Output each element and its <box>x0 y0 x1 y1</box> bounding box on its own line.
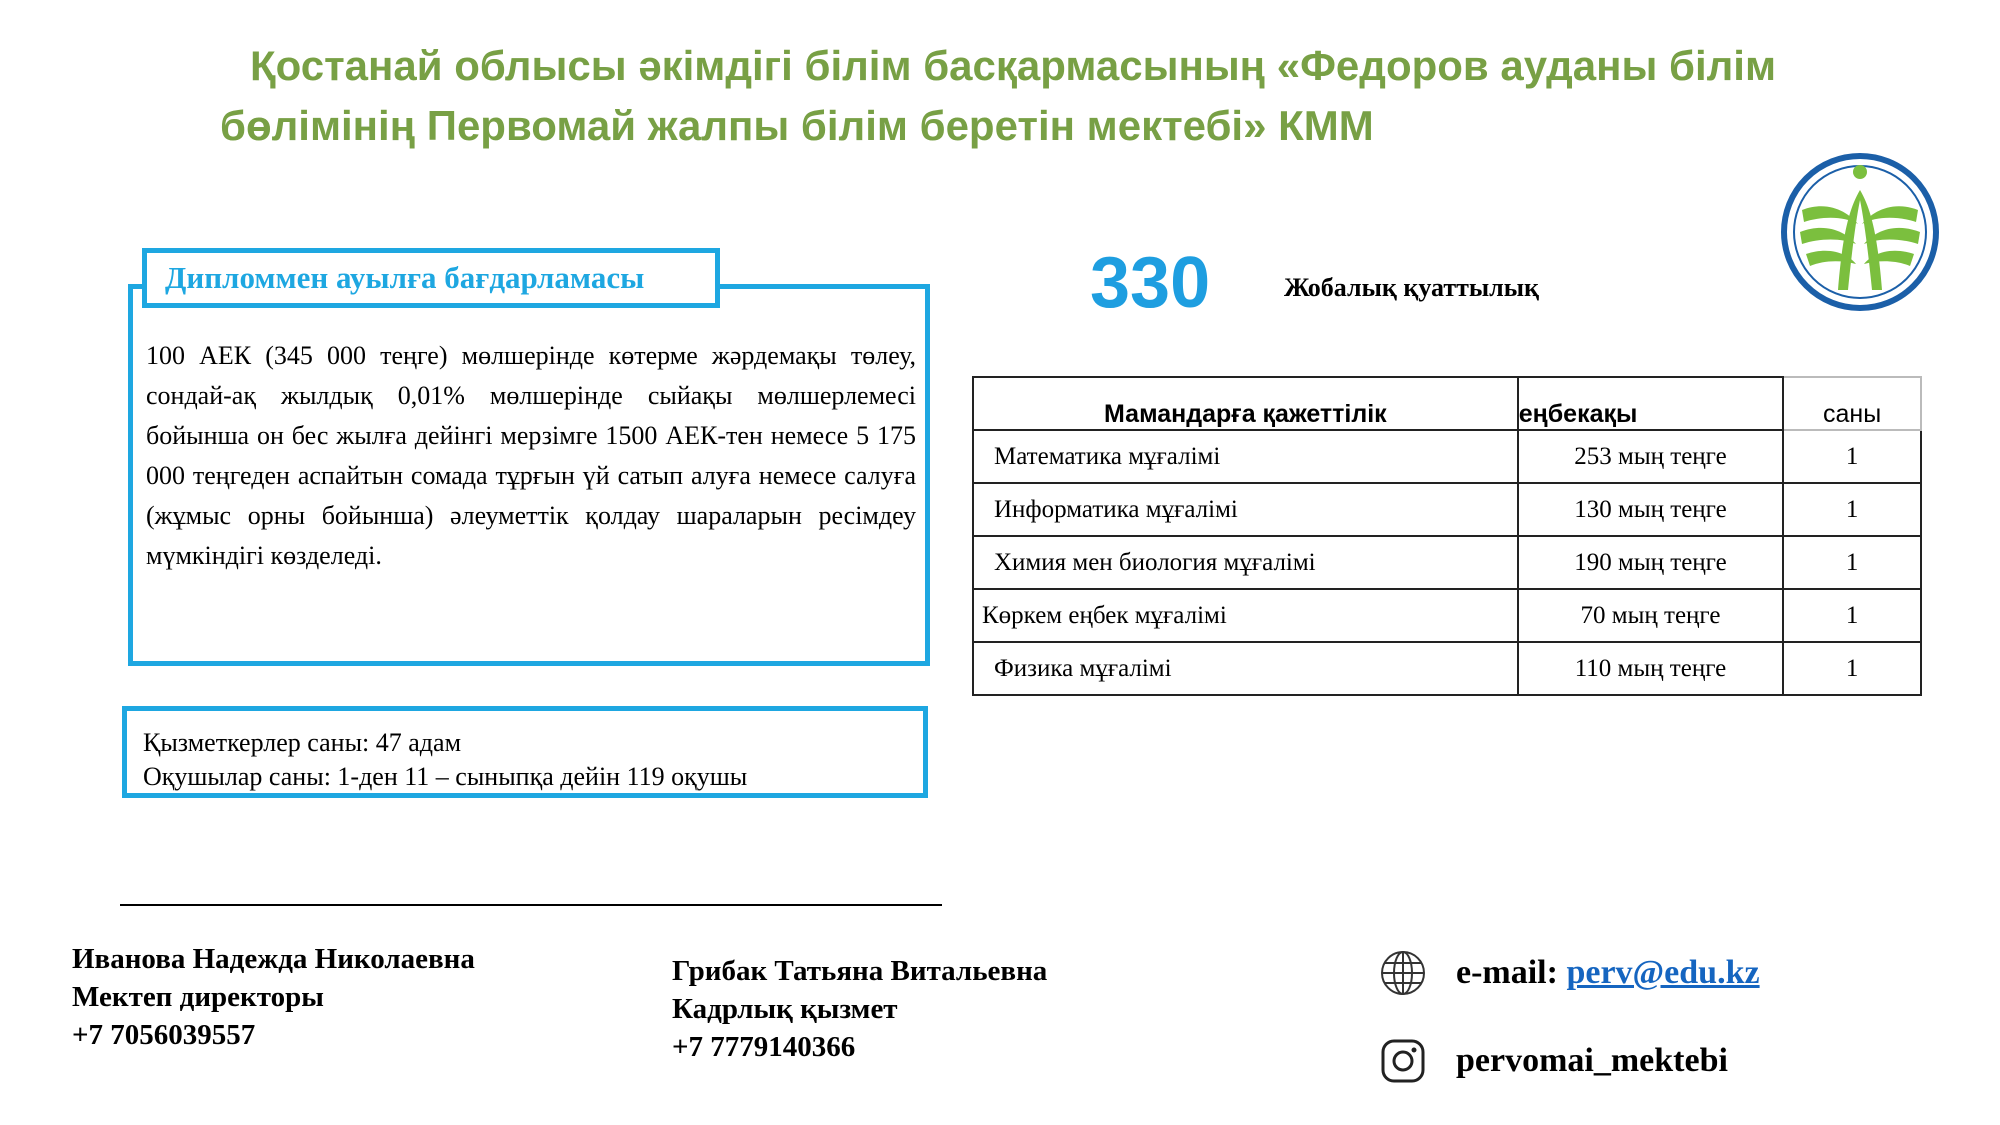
table-row <box>973 483 1921 536</box>
position-cell: Көркем еңбек мұғалімі <box>973 589 1518 642</box>
count-cell: 1 <box>1783 589 1921 642</box>
email-link[interactable]: perv@edu.kz <box>1566 954 1760 991</box>
table-row <box>973 536 1921 589</box>
instagram-icon <box>1378 1036 1428 1086</box>
count-cell: 1 <box>1783 642 1921 695</box>
instagram-handle[interactable]: pervomai_mektebi <box>1456 1042 1728 1079</box>
globe-icon <box>1378 948 1428 998</box>
salary-cell: 253 мың теңге <box>1518 430 1784 483</box>
header-count: саны <box>1783 377 1921 430</box>
page-title-line2: бөлімінің Первомай жалпы білім беретін мектебі» КММ <box>220 102 1374 149</box>
table-row <box>973 589 1921 642</box>
hr-phone: +7 7779140366 <box>672 1031 856 1063</box>
program-description: 100 АЕК (345 000 теңге) мөлшерінде көтерме жәрдемақы төлеу, сондай-ақ жылдық 0,01% мөлшерінде сыйақы мөлшерлемесі бойынша он бес жылға дейінгі мерзімге 1500 АЕК-тен немесе 5 175 000 теңгеден аспайтын сомада тұрғын үй сатып алуға немесе салуға (жұмыс орны бойынша) әлеуметтік қолдау шараларын ресімдеу мүмкіндігі көзделеді. <box>146 341 916 570</box>
hr-contact <box>672 952 1047 1066</box>
email-label: e-mail: <box>1456 954 1558 991</box>
school-logo-icon <box>1778 150 1942 314</box>
director-name: Иванова Надежда Николаевна <box>72 943 475 975</box>
needs-table <box>972 376 1922 696</box>
salary-cell: 190 мың теңге <box>1518 536 1784 589</box>
hr-role: Кадрлық қызмет <box>672 993 898 1025</box>
position-cell: Информатика мұғалімі <box>973 483 1518 536</box>
salary-cell: 110 мың теңге <box>1518 642 1784 695</box>
salary-cell: 130 мың теңге <box>1518 483 1784 536</box>
capacity-value: 330 <box>1090 243 1211 323</box>
page-title <box>220 36 1920 156</box>
instagram-row <box>1378 1036 1728 1086</box>
email-row <box>1378 948 1760 998</box>
table-row <box>973 430 1921 483</box>
stats-box <box>122 706 928 798</box>
position-cell: Физика мұғалімі <box>973 642 1518 695</box>
director-phone: +7 7056039557 <box>72 1019 256 1051</box>
capacity-label: Жобалық қуаттылық <box>1284 273 1540 302</box>
header-position: Мамандарға қажеттілік <box>973 377 1518 430</box>
position-cell: Математика мұғалімі <box>973 430 1518 483</box>
director-role: Мектеп директоры <box>72 981 324 1013</box>
table-row <box>973 642 1921 695</box>
salary-cell: 70 мың теңге <box>1518 589 1784 642</box>
position-cell: Химия мен биология мұғалімі <box>973 536 1518 589</box>
divider-line <box>120 904 942 906</box>
page-title-line1: Қостанай облысы әкімдігі білім басқармасының «Федоров ауданы білім <box>250 42 1777 89</box>
director-contact <box>72 940 475 1054</box>
count-cell: 1 <box>1783 536 1921 589</box>
table-header-row <box>973 377 1921 430</box>
students-count: Оқушылар саны: 1-ден 11 – сыныпқа дейін 119 оқушы <box>143 762 748 791</box>
count-cell: 1 <box>1783 430 1921 483</box>
hr-name: Грибак Татьяна Витальевна <box>672 955 1048 987</box>
program-title: Дипломмен ауылға бағдарламасы <box>142 248 720 308</box>
header-salary: еңбекақы <box>1518 377 1784 430</box>
count-cell: 1 <box>1783 483 1921 536</box>
employees-count: Қызметкерлер саны: 47 адам <box>143 728 462 757</box>
